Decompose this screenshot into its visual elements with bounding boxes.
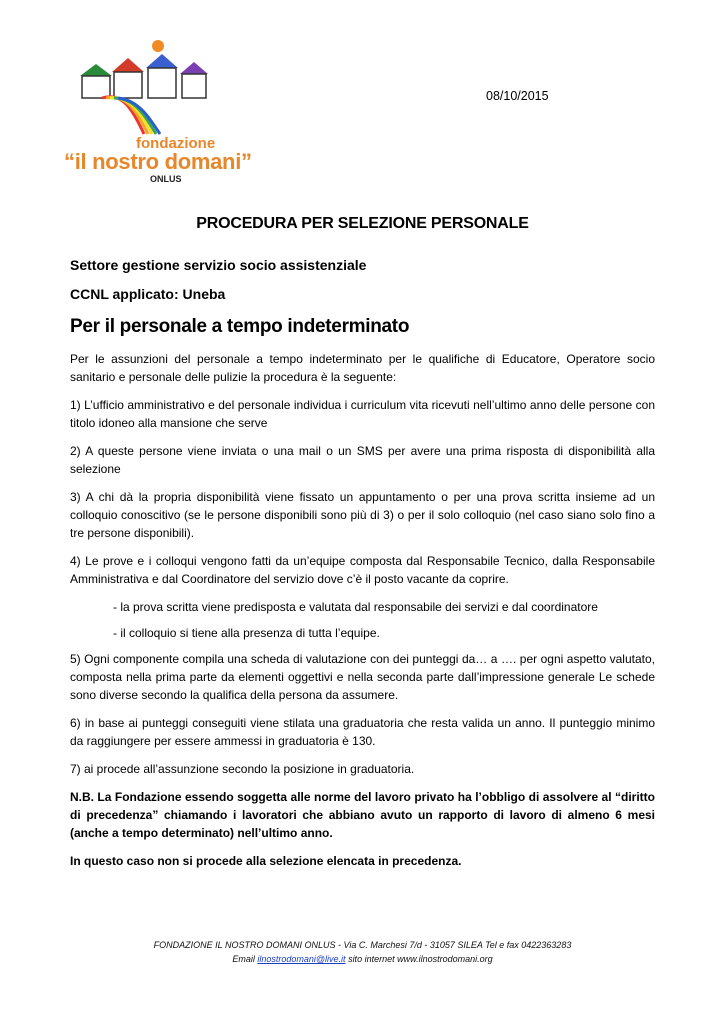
document-title: PROCEDURA PER SELEZIONE PERSONALE — [196, 215, 529, 232]
paragraph-step-4: 4) Le prove e i colloqui vengono fatti da un’equipe composta dal Responsabile Tecnico, dalla Responsabile Amministrativa e dal Coordinatore del servizio dove c’è il posto vacante da coprire. — [70, 554, 655, 586]
section-heading: Per il personale a tempo indeterminato — [70, 316, 410, 337]
document-body — [70, 350, 655, 880]
paragraph-step-5: 5) Ogni componente compila una scheda di valutazione con dei punteggi da… a …. per ogni aspetto valutato, composta nella prima parte da elementi oggettivi e nella seconda parte dall’impressione generale Le schede sono diverse secondo la qualifica della persona da assumere. — [70, 652, 655, 702]
footer-contacts — [0, 952, 725, 966]
paragraph-nb: N.B. La Fondazione essendo soggetta alle norme del lavoro privato ha l’obbligo di assolvere al “diritto di precedenza” chiamando i lavoratori che abbiano avuto un rapporto di lavoro di almeno 6 mesi (anche a tempo determinato) nell’ultimo anno. — [70, 790, 655, 840]
sector-line: Settore gestione servizio socio assistenziale — [70, 257, 367, 273]
paragraph-step-1: 1) L’ufficio amministrativo e del personale individua i curriculum vita ricevuti nell’ultimo anno delle persone con titolo idoneo alla mansione che serve — [70, 398, 655, 430]
paragraph-step-4a: - la prova scritta viene predisposta e valutata dal responsabile dei servizi e dal coordinatore — [113, 600, 598, 614]
logo-text-fondazione: fondazione — [136, 135, 216, 152]
ccnl-line: CCNL applicato: Uneba — [70, 286, 226, 302]
footer-website: sito internet www.ilnostrodomani.org — [348, 954, 493, 964]
logo-text-name: “il nostro domani” — [64, 149, 252, 174]
page-footer — [0, 938, 725, 966]
footer-email-link[interactable]: ilnostrodomani@live.it — [257, 954, 346, 964]
footer-email-label: Email — [232, 954, 255, 964]
paragraph-step-6: 6) in base ai punteggi conseguiti viene stilata una graduatoria che resta valida un anno. Il punteggio minimo da raggiungere per essere ammessi in graduatoria è 130. — [70, 716, 655, 748]
paragraph-step-7: 7) ai procede all’assunzione secondo la posizione in graduatoria. — [70, 762, 415, 776]
paragraph-step-2: 2) A queste persone viene inviata o una mail o un SMS per avere una prima risposta di disponibilità alla selezione — [70, 444, 655, 476]
paragraph-intro: Per le assunzioni del personale a tempo indeterminato per le qualifiche di Educatore, Operatore socio sanitario e personale delle pulizie la procedura è la seguente: — [70, 352, 655, 384]
logo-houses-illustration — [72, 38, 262, 138]
footer-address: FONDAZIONE IL NOSTRO DOMANI ONLUS - Via C. Marchesi 7/d - 31057 SILEA Tel e fax 0422363283 — [153, 940, 572, 950]
foundation-logo — [64, 38, 262, 188]
logo-text-onlus: ONLUS — [150, 174, 182, 184]
paragraph-step-3: 3) A chi dà la propria disponibilità viene fissato un appuntamento o per una prova scritta insieme ad un colloquio conoscitivo (se le persone disponibili sono più di 3) o per il solo colloquio (nel caso siano solo fino a tre persone disponibili). — [70, 490, 655, 540]
document-date: 08/10/2015 — [486, 89, 549, 103]
paragraph-closing: In questo caso non si procede alla selezione elencata in precedenza. — [70, 854, 462, 868]
paragraph-step-4b: - il colloquio si tiene alla presenza di tutta l’equipe. — [113, 626, 380, 640]
